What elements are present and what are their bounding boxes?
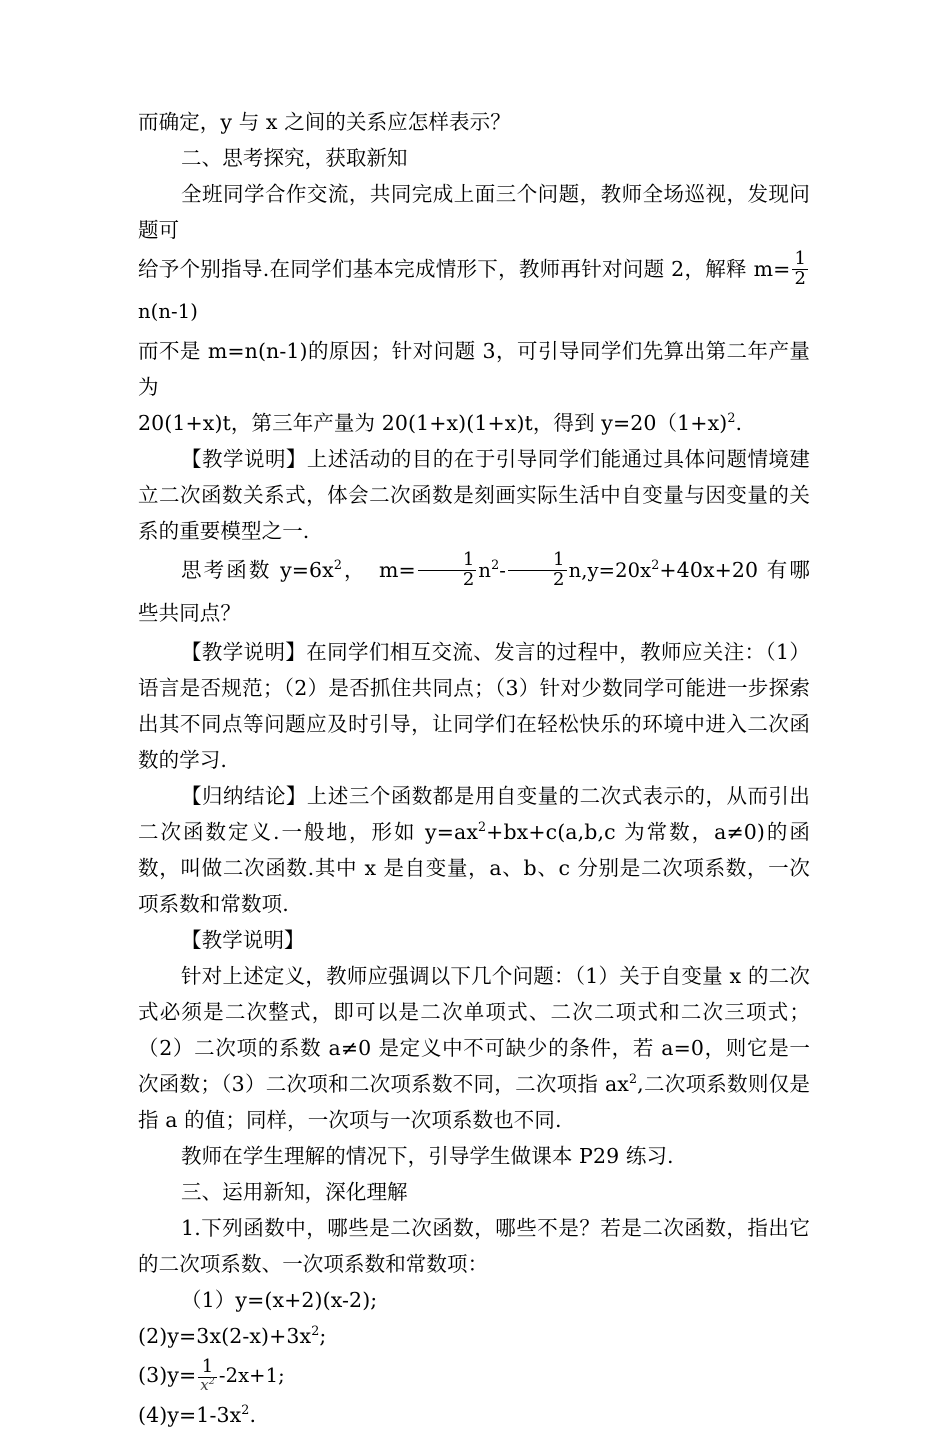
paragraph-text: 【教学说明】 bbox=[181, 928, 305, 952]
exercise-item-1 bbox=[138, 1282, 810, 1318]
paragraph-text: ， m= bbox=[342, 558, 416, 582]
exponent: 2 bbox=[241, 1402, 250, 1418]
paragraph-text: 而确定，y 与 x 之间的关系应怎样表示？ bbox=[138, 110, 511, 134]
fraction-numerator: 1 bbox=[201, 1355, 214, 1377]
paragraph-guidance-with-fraction bbox=[138, 248, 810, 333]
paragraph-reason bbox=[138, 333, 810, 405]
exercise-item-3-text: (3)y= bbox=[138, 1363, 197, 1387]
exponent: 2 bbox=[727, 410, 736, 426]
formula-variable-n: n bbox=[478, 559, 492, 582]
paragraph-text: 而不是 m=n(n-1)的原因；针对问题 3，可引导同学们先算出第二年产量为 bbox=[138, 339, 810, 399]
paragraph-text: 【教学说明】在同学们相互交流、发言的过程中，教师应关注：（1）语言是否规范；（2）是否抓住共同点；（3）针对少数同学可能进一步探索出其不同点等问题应及时引导，让同学们在轻松快乐的环境中进入二次函数的学习. bbox=[138, 640, 810, 772]
paragraph-think-functions bbox=[138, 549, 810, 634]
exercise-item-4-tail: . bbox=[249, 1403, 257, 1427]
exponent: 2 bbox=[477, 819, 487, 835]
formula-tail: n,y=20x bbox=[568, 559, 652, 582]
fraction-one-half-first bbox=[417, 551, 478, 590]
paragraph-text-tail: +bx+c(a,b,c 为常数，a≠0)的函数，叫做二次函数.其中 x 是自变量，a、b、c 分别是二次项系数，一次项系数和常数项. bbox=[138, 820, 811, 916]
paragraph-conclusion bbox=[138, 778, 810, 922]
fraction-numerator: 1 bbox=[794, 248, 806, 270]
paragraph-teaching-note-3-heading bbox=[138, 922, 810, 958]
section-heading-two bbox=[138, 140, 810, 176]
paragraph-group-activity bbox=[138, 176, 810, 248]
exercise-item-4-text: (4)y=1-3x bbox=[138, 1403, 242, 1427]
fraction-one-half bbox=[791, 250, 809, 289]
section-heading-three bbox=[138, 1174, 810, 1210]
exponent: 2 bbox=[628, 1071, 638, 1087]
exercise-item-1-text: （1）y=(x+2)(x-2); bbox=[181, 1288, 378, 1312]
document-body bbox=[138, 104, 810, 1433]
formula-tail: n(n-1) bbox=[138, 300, 198, 323]
paragraph-text: 教师在学生理解的情况下，引导学生做课本 P29 练习. bbox=[181, 1144, 674, 1168]
paragraph-text: 【教学说明】上述活动的目的在于引导同学们能通过具体问题情境建立二次函数关系式，体会二次函数是刻画实际生活中自变量与因变量的关系的重要模型之一. bbox=[138, 447, 810, 543]
fraction-one-half-second bbox=[507, 551, 568, 590]
fraction-one-over-x-squared bbox=[197, 1355, 218, 1394]
paragraph-continuation-line bbox=[138, 104, 810, 140]
fraction-denominator-base: x bbox=[200, 1375, 209, 1394]
paragraph-text: 【归纳结论】上述三个函数都是用自变量的二次式表示的，从而引出二次函数定义.一般地，形如 y=ax bbox=[138, 784, 810, 844]
exponent: 2 bbox=[208, 1375, 215, 1387]
fraction-numerator: 1 bbox=[462, 549, 475, 571]
paragraph-definition-points bbox=[138, 958, 810, 1138]
paragraph-text: 思考函数 y=6x bbox=[181, 558, 334, 582]
paragraph-text: 针对上述定义，教师应强调以下几个问题：（1）关于自变量 x 的二次式必须是二次整式，即可以是二次单项式、二次二项式和二次三项式；（2）二次项的系数 a≠0 是定义中不可缺少的条件，若 a=0，则它是一次函数；（3）二次项和二次项系数不同，二次项指 ax bbox=[138, 964, 810, 1096]
paragraph-teaching-note-1 bbox=[138, 441, 810, 549]
paragraph-text-tail: . bbox=[735, 411, 743, 435]
paragraph-text-tail: +40x+20 有哪些共同点？ bbox=[138, 558, 811, 625]
exercise-item-4 bbox=[138, 1397, 810, 1433]
paragraph-text: 20(1+x)t，第三年产量为 20(1+x)(1+x)t，得到 y=20（1+x) bbox=[138, 411, 728, 435]
fraction-denominator bbox=[197, 1375, 218, 1394]
exercise-item-3 bbox=[138, 1354, 810, 1397]
exponent: 2 bbox=[311, 1323, 320, 1339]
paragraph-teaching-note-2 bbox=[138, 634, 810, 778]
paragraph-text: 给予个别指导.在同学们基本完成情形下，教师再针对问题 2，解释 m= bbox=[138, 257, 791, 281]
section-heading-two-text: 二、思考探究，获取新知 bbox=[181, 146, 408, 170]
exponent: 2 bbox=[491, 557, 500, 573]
fraction-denominator: 2 bbox=[794, 268, 806, 289]
paragraph-text: 1.下列函数中，哪些是二次函数，哪些不是？若是二次函数，指出它的二次项系数、一次项系数和常数项： bbox=[138, 1216, 810, 1276]
paragraph-text: 全班同学合作交流，共同完成上面三个问题，教师全场巡视，发现问题可 bbox=[138, 182, 810, 242]
fraction-denominator: 2 bbox=[553, 569, 565, 590]
exercise-item-3-tail: -2x+1; bbox=[218, 1364, 285, 1387]
paragraph-production-formula bbox=[138, 405, 810, 441]
exponent: 2 bbox=[651, 557, 660, 573]
paragraph-exercise-1-prompt bbox=[138, 1210, 810, 1282]
fraction-denominator: 2 bbox=[462, 569, 475, 590]
exercise-item-2 bbox=[138, 1318, 810, 1354]
paragraph-textbook-exercise bbox=[138, 1138, 810, 1174]
paragraph-text-tail: ,二次项系数则仅是指 a 的值；同样，一次项与一次项系数也不同. bbox=[138, 1072, 810, 1132]
fraction-numerator: 1 bbox=[553, 549, 565, 571]
section-heading-three-text: 三、运用新知，深化理解 bbox=[181, 1180, 408, 1204]
exercise-item-2-text: (2)y=3x(2-x)+3x bbox=[138, 1324, 312, 1348]
exponent: 2 bbox=[333, 557, 343, 573]
formula-minus: - bbox=[499, 559, 506, 582]
exercise-item-2-tail: ; bbox=[319, 1324, 327, 1348]
